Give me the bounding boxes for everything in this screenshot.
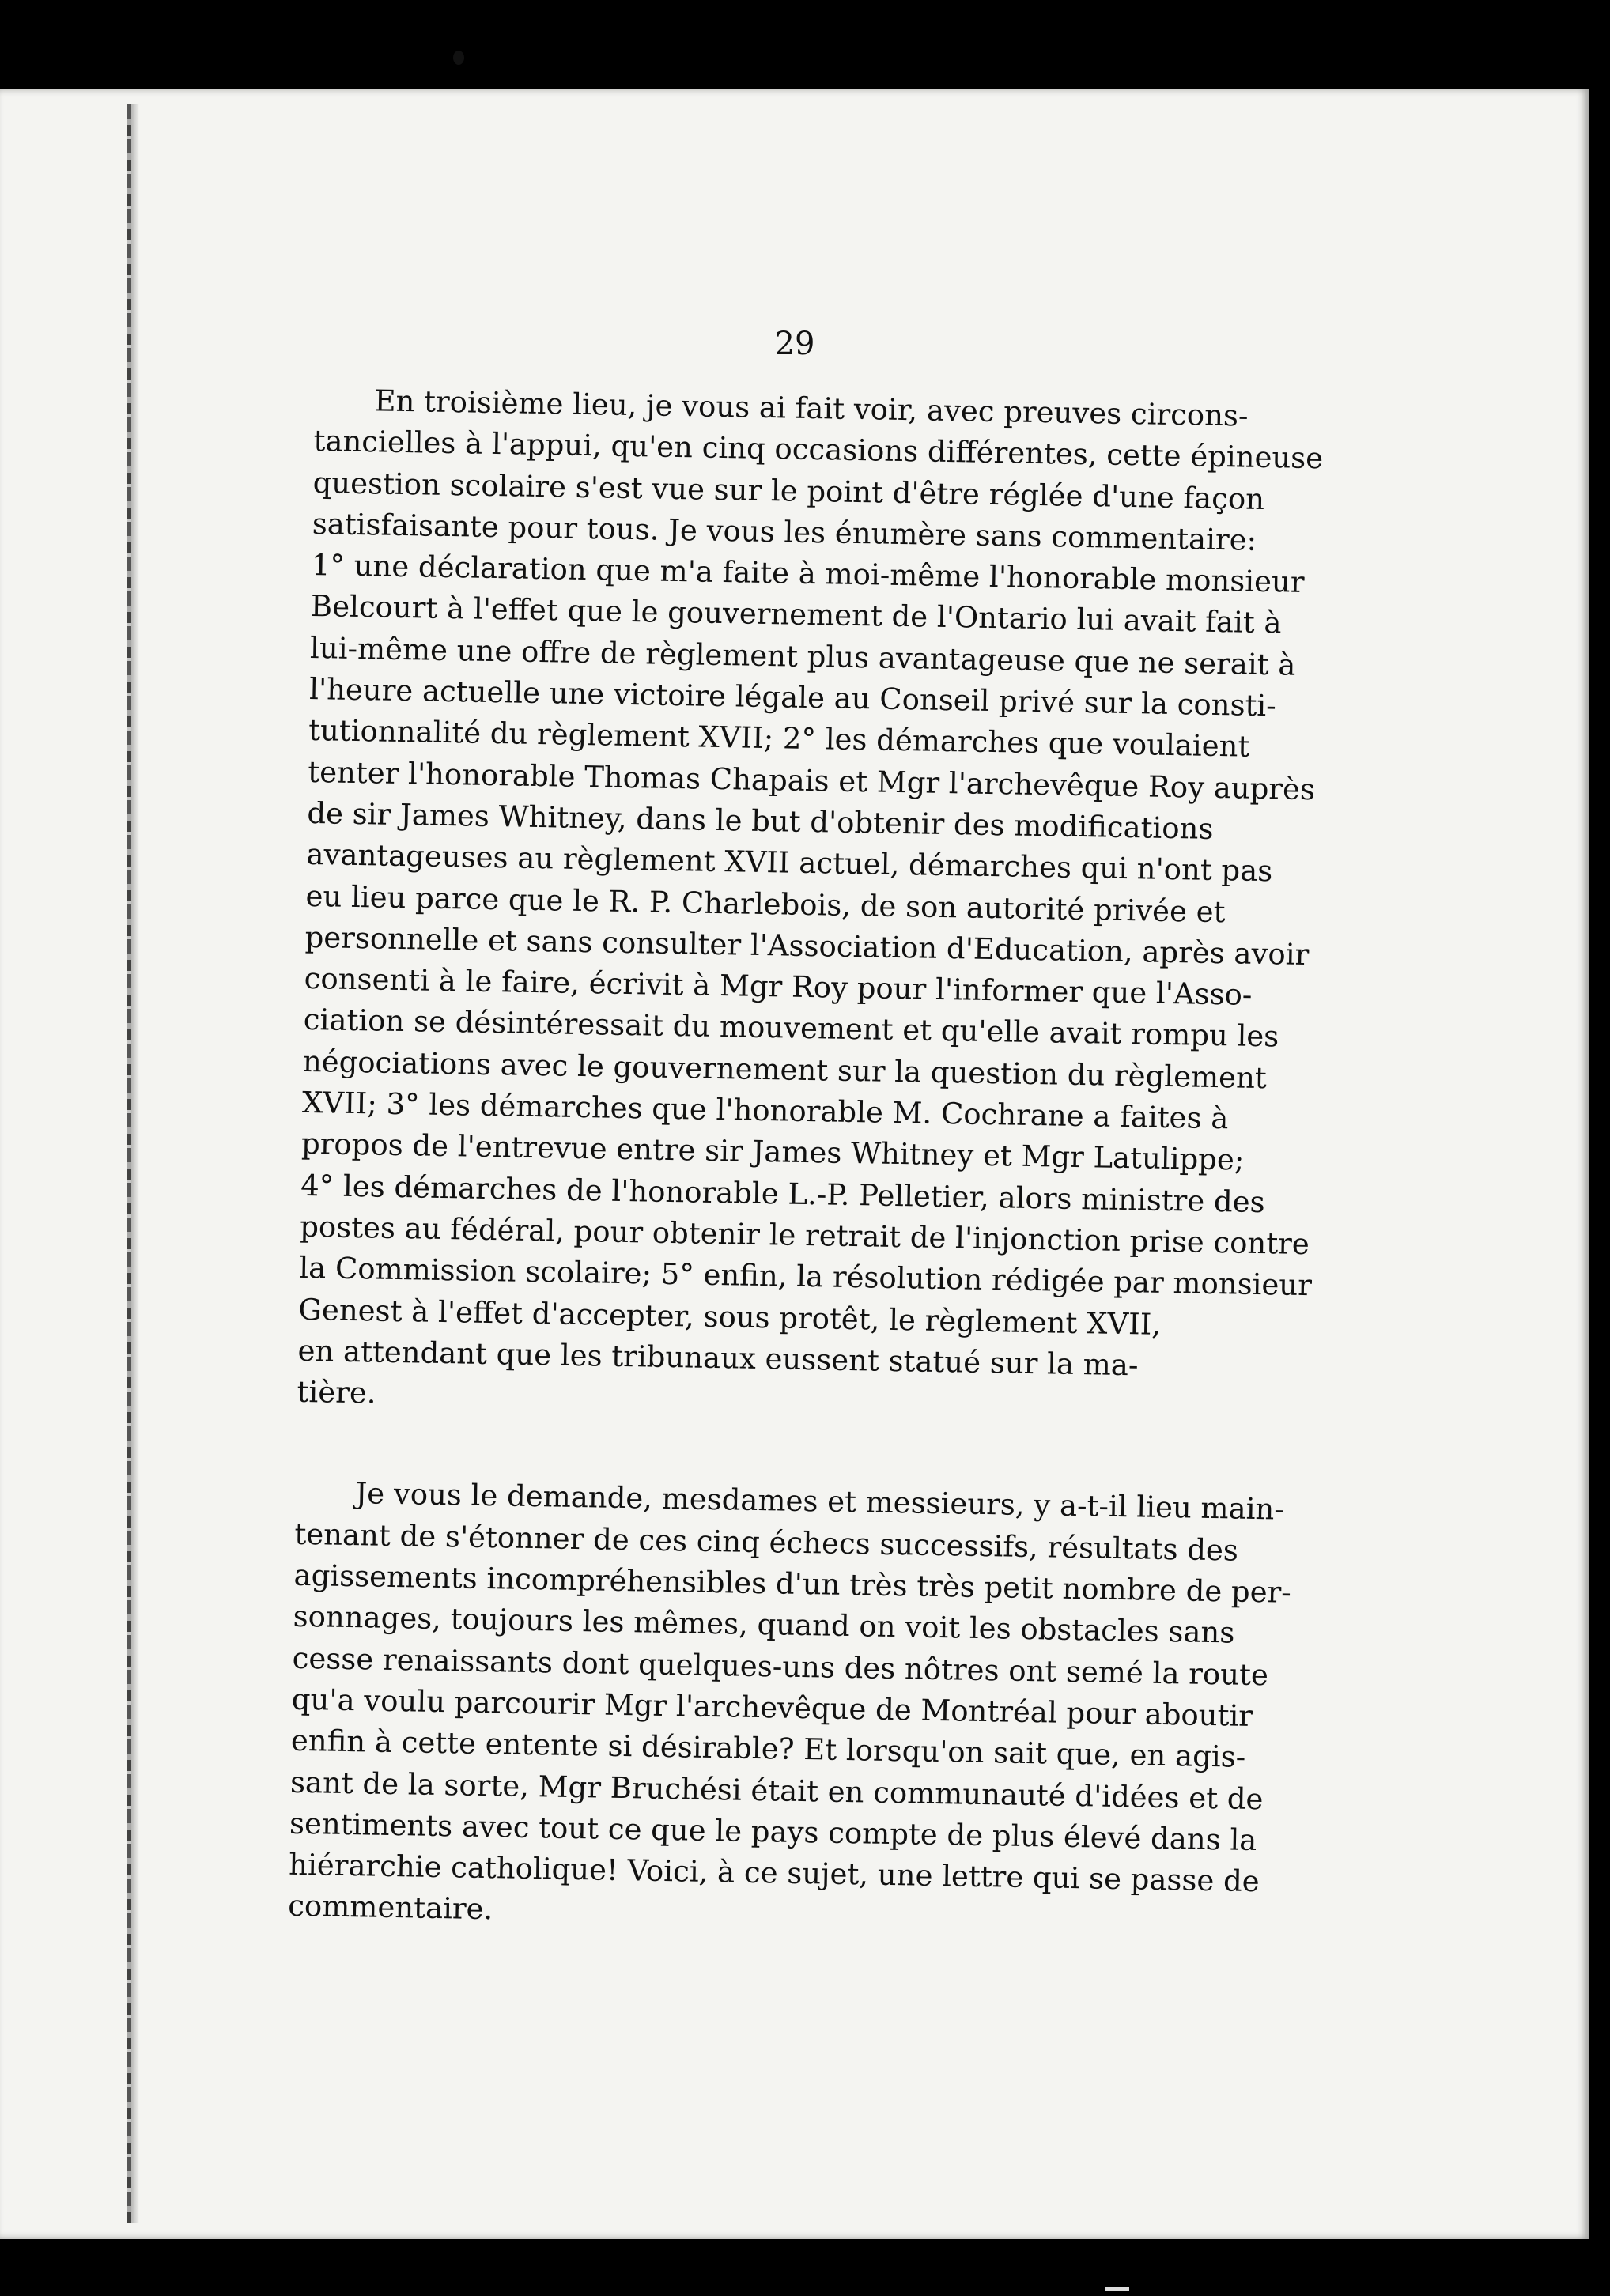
text-line: la Commission scolaire; 5° enfin, la résolution rédigée par monsieur: [299, 1251, 1313, 1303]
text-line: tenant de s'étonner de ces cinq échecs successifs, résultats des: [294, 1516, 1239, 1568]
text-line: eu lieu parce que le R. P. Charlebois, de son autorité privée et: [305, 878, 1226, 929]
text-line: négociations avec le gouvernement sur la question du règlement: [302, 1044, 1268, 1095]
paragraph-1: [297, 380, 1382, 1432]
scan-edge-mark: [1105, 2287, 1129, 2291]
text-line: avantageuses au règlement XVII actuel, démarches qui n'ont pas: [306, 837, 1273, 889]
text-line: question scolaire s'est vue sur le point d'être réglée d'une façon: [312, 465, 1265, 516]
text-line: En troisième lieu, je vous ai fait voir, avec preuves circons-: [374, 383, 1249, 433]
text-line: XVII; 3° les démarches que l'honorable M. Cochrane a faites à: [301, 1085, 1229, 1136]
text-line: tière.: [297, 1374, 376, 1410]
text-line: propos de l'entrevue entre sir James Whitney et Mgr Latulippe;: [300, 1127, 1245, 1178]
text-line: Je vous le demande, mesdames et messieurs, y a-t-il lieu main-: [355, 1476, 1285, 1528]
text-line: sant de la sorte, Mgr Bruchési était en communauté d'idées et de: [289, 1765, 1264, 1816]
text-line: Genest à l'effet d'accepter, sous protêt, le règlement XVII,: [298, 1292, 1162, 1342]
paragraph-2: [288, 1472, 1363, 1946]
text-line: en attendant que les tribunaux eussent statué sur la ma-: [297, 1333, 1139, 1383]
text-line: consenti à le faire, écrivit à Mgr Roy pour l'informer que l'Asso-: [304, 961, 1253, 1012]
text-line: sonnages, toujours les mêmes, quand on voit les obstacles sans: [293, 1599, 1235, 1650]
text-line: tutionnalité du règlement XVII; 2° les démarches que voulaient: [308, 713, 1250, 765]
text-line: sentiments avec tout ce que le pays compte de plus élevé dans la: [289, 1806, 1257, 1857]
text-line: l'heure actuelle une victoire légale au Conseil privé sur la consti-: [308, 672, 1277, 723]
text-line: qu'a voulu parcourir Mgr l'archevêque de Montréal pour aboutir: [291, 1682, 1253, 1733]
text-line: de sir James Whitney, dans le but d'obtenir des modifications: [307, 795, 1214, 846]
text-line: hiérarchie catholique! Voici, à ce sujet, une lettre qui se passe de: [288, 1847, 1260, 1899]
page-body: [288, 380, 1382, 1946]
text-line: personnelle et sans consulter l'Association d'Education, après avoir: [304, 920, 1310, 972]
text-line: postes au fédéral, pour obtenir le retrait de l'injonction prise contre: [299, 1209, 1310, 1262]
text-line: 1° une déclaration que m'a faite à moi-même l'honorable monsieur: [311, 548, 1305, 600]
text-line: 4° les démarches de l'honorable L.-P. Pelletier, alors ministre des: [300, 1168, 1265, 1219]
text-line: tenter l'honorable Thomas Chapais et Mgr l'archevêque Roy auprès: [307, 754, 1316, 806]
text-line: satisfaisante pour tous. Je vous les énumère sans commentaire:: [312, 506, 1257, 557]
text-line: commentaire.: [287, 1889, 493, 1927]
text-line: tancielles à l'appui, qu'en cinq occasions différentes, cette épineuse: [313, 424, 1324, 476]
text-line: Belcourt à l'effet que le gouvernement de l'Ontario lui avait fait à: [310, 589, 1282, 640]
scan-speck: [453, 51, 464, 65]
text-line: cesse renaissants dont quelques-uns des nôtres ont semé la route: [292, 1641, 1269, 1692]
text-line: enfin à cette entente si désirable? Et lorsqu'on sait que, en agis-: [290, 1723, 1246, 1775]
book-page: [0, 89, 1589, 2239]
text-line: lui-même une offre de règlement plus avantageuse que ne serait à: [309, 630, 1296, 682]
text-line: agissements incompréhensibles d'un très très petit nombre de per-: [293, 1558, 1292, 1610]
text-line: ciation se désintéressait du mouvement et qu'elle avait rompu les: [303, 1003, 1279, 1054]
page-binding-shadow: [131, 104, 139, 2223]
page-number: 29: [774, 326, 815, 362]
